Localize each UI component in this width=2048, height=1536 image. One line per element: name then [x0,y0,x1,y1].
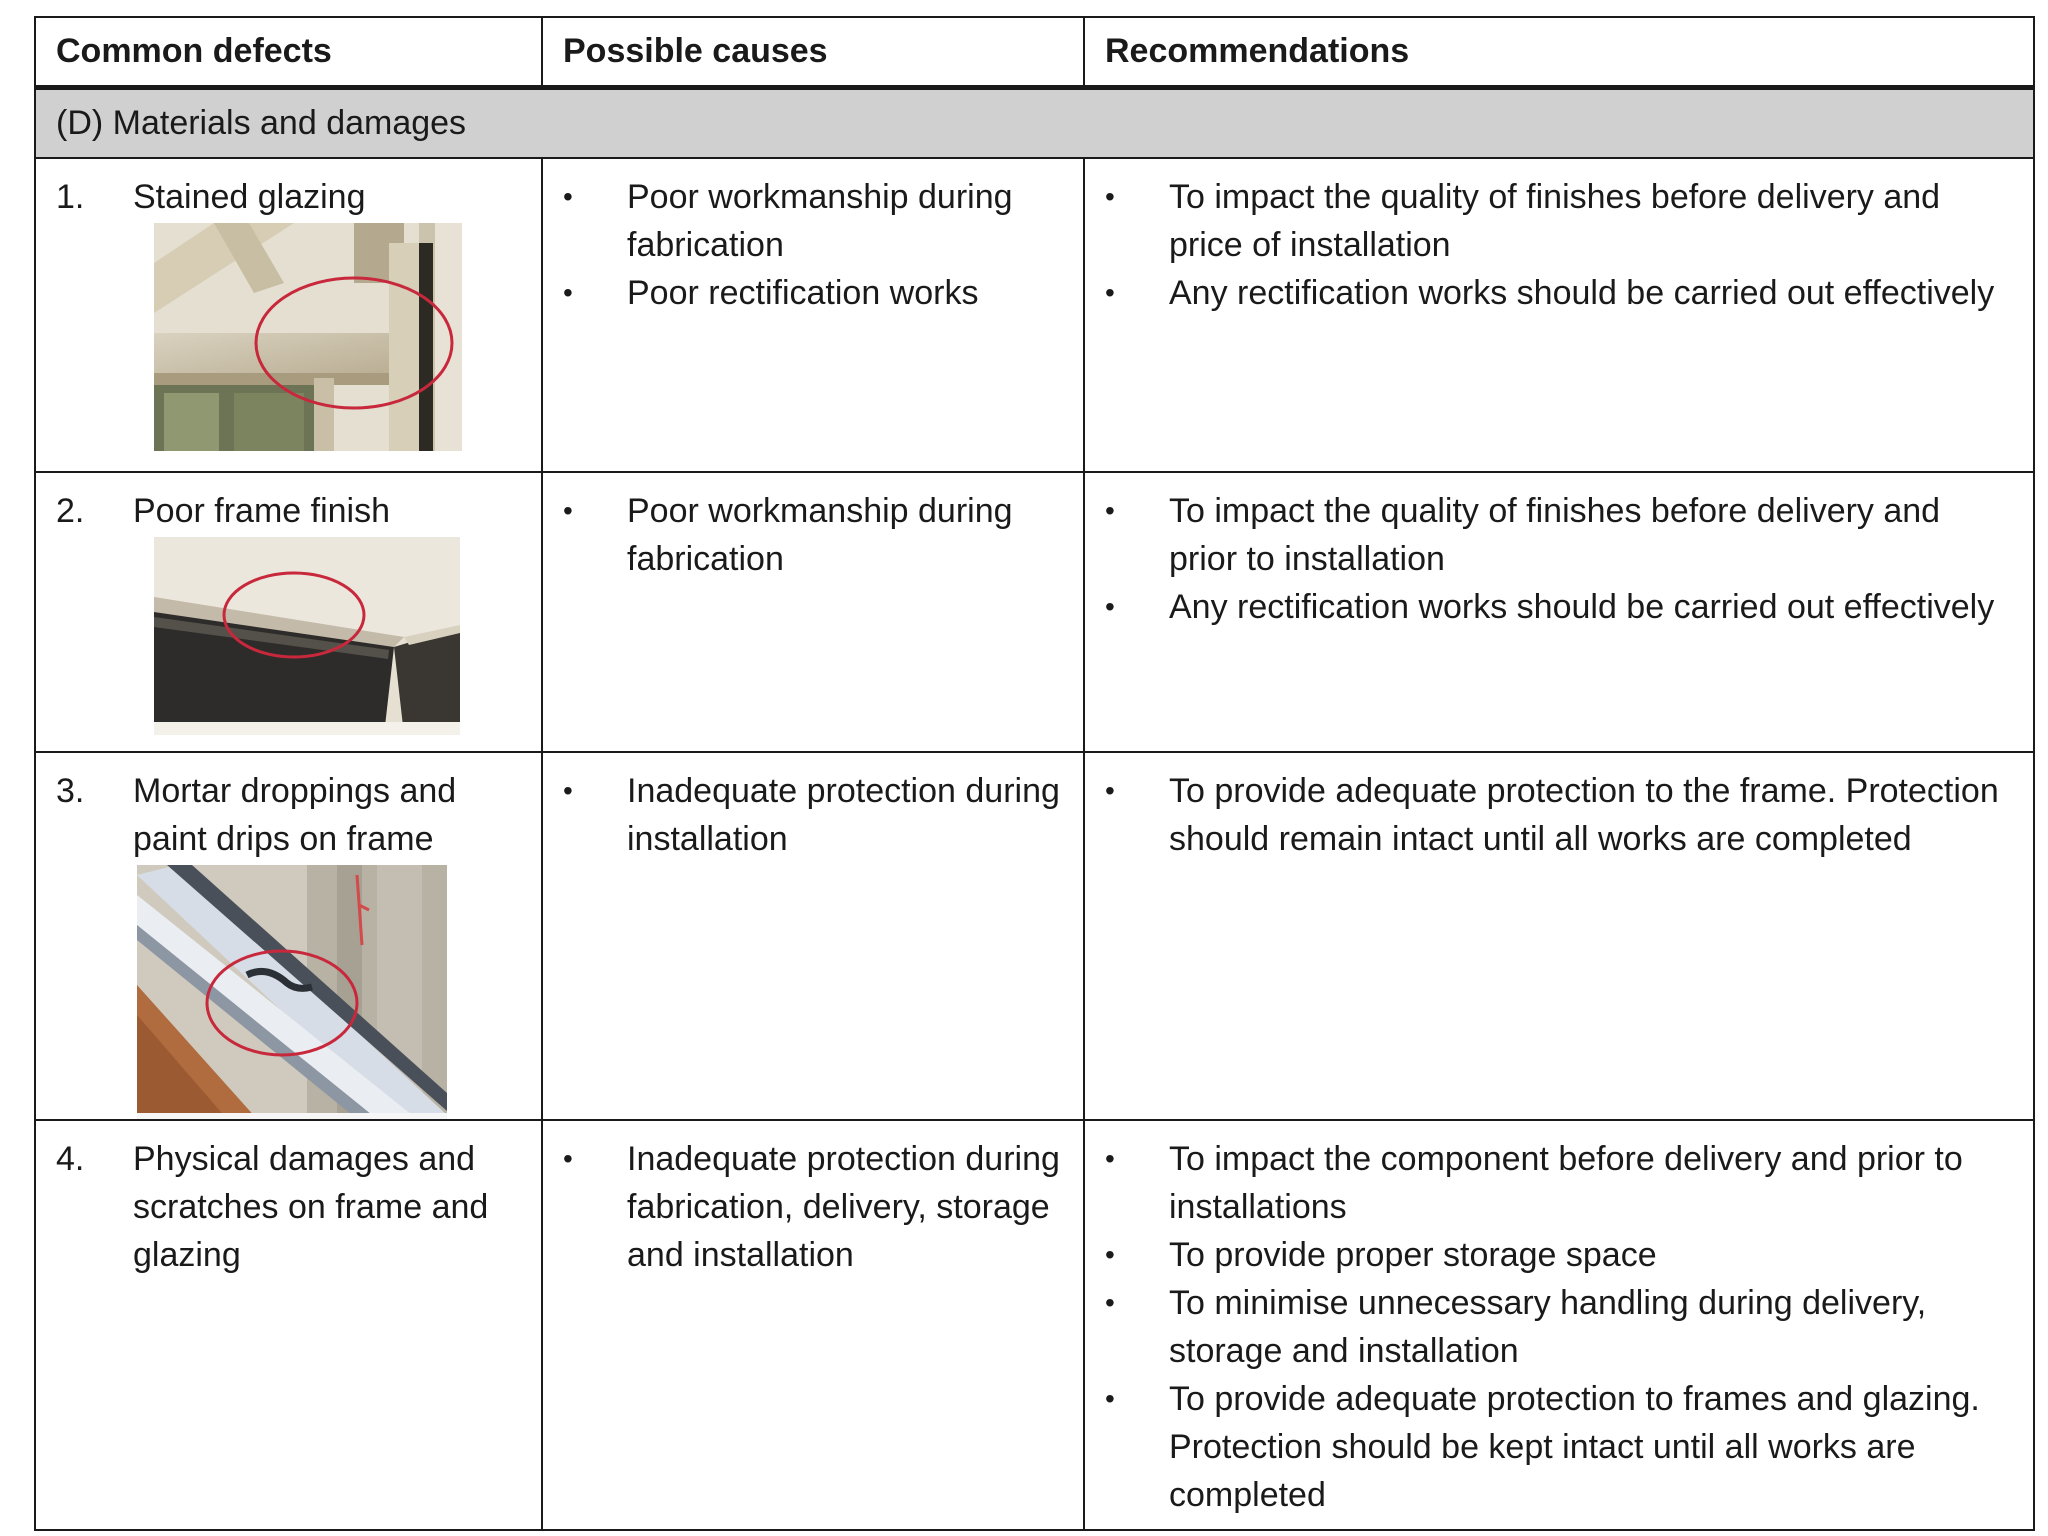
recommendation-text: Any rectification works should be carried out effectively [1169,588,1995,626]
bullet-icon: • [1105,1143,1115,1174]
list-item [1105,1375,2013,1519]
bullet-icon: • [563,277,573,308]
cause-text: Poor workmanship during fabrication [627,492,1013,578]
bullet-icon: • [563,495,573,526]
bullet-icon: • [1105,495,1115,526]
causes-cell [542,472,1084,752]
list-item [1105,583,2013,631]
recommendation-text: To provide adequate protection to frames and glazing. Protection should be kept intact until all works are completed [1169,1380,1980,1514]
recommendation-text: To provide proper storage space [1169,1236,1657,1274]
list-item [563,487,1063,583]
bullet-icon: • [563,181,573,212]
stained-glazing-photo [154,223,462,451]
causes-list [543,1121,1083,1279]
header-recommendations: Recommendations [1084,17,2034,88]
list-item [1105,1135,2013,1231]
list-item [563,173,1063,269]
recommendation-text: To impact the quality of finishes before delivery and price of installation [1169,178,1941,264]
bullet-icon: • [1105,591,1115,622]
list-item [1105,1279,2013,1375]
cause-text: Inadequate protection during fabrication, delivery, storage and installation [627,1140,1060,1274]
header-possible-causes: Possible causes [542,17,1084,88]
bullet-icon: • [1105,277,1115,308]
list-item [1105,1231,2013,1279]
defect-name: Stained glazing [133,178,366,216]
bullet-icon: • [563,1143,573,1174]
defect-number: 1. [56,178,85,216]
recommendations-list [1085,473,2033,631]
causes-cell [542,158,1084,472]
bullet-icon: • [1105,1287,1115,1318]
recommendations-list [1085,159,2033,317]
defect-number: 2. [56,492,85,530]
recommendation-text: To impact the component before delivery and prior to installations [1169,1140,1963,1226]
table-header-row [35,17,2034,88]
defect-name: Poor frame finish [133,492,390,530]
list-item [563,767,1063,863]
table-row [35,752,2034,1120]
list-item [563,269,1063,317]
recommendations-cell [1084,158,2034,472]
causes-list [543,753,1083,863]
recommendations-cell [1084,472,2034,752]
defect-cell [35,752,542,1120]
defect-cell [35,158,542,472]
recommendation-text: To provide adequate protection to the frame. Protection should remain intact until all works are completed [1169,772,1999,858]
recommendation-text: To impact the quality of finishes before delivery and prior to installation [1169,492,1941,578]
defect-number: 3. [56,772,85,810]
causes-cell [542,1120,1084,1530]
list-item [1105,173,2013,269]
bullet-icon: • [1105,1239,1115,1270]
recommendations-cell [1084,1120,2034,1530]
list-item [563,1135,1063,1279]
table-row [35,1120,2034,1530]
recommendations-list [1085,753,2033,863]
frame-finish-photo [154,537,460,735]
bullet-icon: • [1105,181,1115,212]
bullet-icon: • [563,775,573,806]
defect-cell [35,472,542,752]
defect-name: Physical damages and scratches on frame and glazing [133,1140,489,1274]
causes-list [543,159,1083,317]
list-item [1105,767,2013,863]
defect-name: Mortar droppings and paint drips on frame [133,772,457,858]
bullet-icon: • [1105,1383,1115,1414]
recommendations-list [1085,1121,2033,1519]
table-row [35,158,2034,472]
defect-number: 4. [56,1140,85,1178]
cause-text: Poor workmanship during fabrication [627,178,1013,264]
section-label: (D) Materials and damages [35,88,2034,159]
causes-cell [542,752,1084,1120]
list-item [1105,487,2013,583]
recommendation-text: To minimise unnecessary handling during delivery, storage and installation [1169,1284,1927,1370]
list-item [1105,269,2013,317]
bullet-icon: • [1105,775,1115,806]
cause-text: Poor rectification works [627,274,979,312]
recommendation-text: Any rectification works should be carried out effectively [1169,274,1995,312]
table-row [35,472,2034,752]
header-common-defects: Common defects [35,17,542,88]
section-row [35,88,2034,159]
cause-text: Inadequate protection during installation [627,772,1060,858]
defects-table [34,16,2035,1531]
causes-list [543,473,1083,583]
mortar-drip-photo [137,865,447,1119]
recommendations-cell [1084,752,2034,1120]
defect-cell [35,1120,542,1530]
